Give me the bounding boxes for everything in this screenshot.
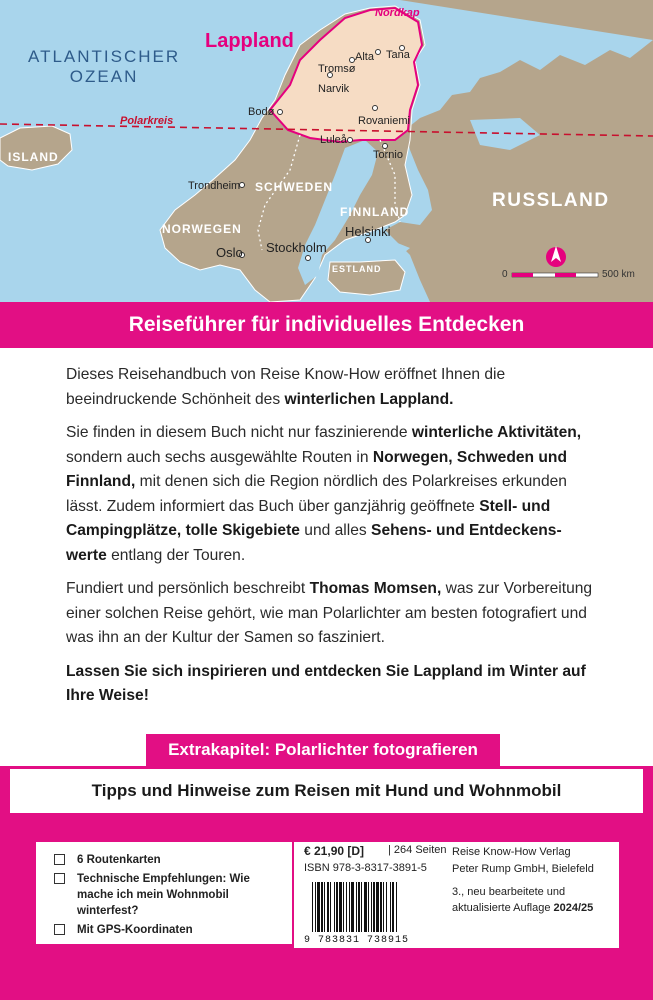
p3-text-a: Fundiert und persönlich beschreibt — [66, 580, 310, 597]
edition-text: 3., neu bearbeitete und aktualisierte Auflage — [452, 886, 566, 914]
city-narvik: Narvik — [318, 83, 350, 95]
country-estland: ESTLAND — [332, 264, 382, 274]
edition-year: 2024/25 — [553, 902, 594, 914]
p2-text-a: Sie finden in diesem Buch nicht nur faszinierende — [66, 424, 412, 441]
paragraph-1 — [66, 363, 596, 412]
publisher-name: Reise Know-How Verlag — [452, 846, 571, 858]
p2-text-i: entlang der Touren. — [106, 546, 246, 564]
country-finnland: FINNLAND — [340, 205, 410, 219]
city-oslo: Oslo — [216, 245, 243, 260]
city-tornio: Tornio — [373, 149, 403, 161]
country-island: ISLAND — [8, 150, 59, 164]
p2-bold-f: Stell- und Campingplätze, tolle Skigebiete — [66, 497, 551, 539]
p2-bold-h: Sehens- und Entdeckenswerte — [66, 522, 562, 564]
checkbox-icon — [54, 854, 65, 865]
map — [0, 0, 653, 302]
publisher — [452, 844, 617, 877]
barcode-bars — [304, 882, 448, 934]
isbn: ISBN 978-3-8317-3891-5 — [304, 862, 427, 874]
polarkreis-label: Polarkreis — [120, 115, 174, 127]
p4-bold: Lassen Sie sich inspirieren und entdecken Sie Lappland im Winter auf Ihre Weise! — [66, 662, 586, 704]
page-count: | 264 Seiten — [388, 844, 447, 856]
city-alta: Alta — [355, 51, 374, 63]
checkbox-icon — [54, 924, 65, 935]
ocean-label-line2: OZEAN — [69, 67, 139, 86]
price: € 21,90 [D] — [304, 844, 365, 858]
city-trondheim: Trondheim — [188, 180, 241, 192]
p2-text-g: und alles — [299, 522, 372, 539]
paragraph-2 — [66, 421, 596, 568]
city-lulea: Luleå — [320, 134, 347, 146]
scale-zero: 0 — [502, 269, 508, 280]
city-tromso: Tromsø — [318, 63, 356, 75]
feature-item — [54, 871, 280, 919]
city-tana: Tana — [386, 49, 410, 61]
edition-info — [452, 884, 617, 916]
extra-chapter-banner: Extrakapitel: Polarlichter fotografieren — [146, 734, 500, 766]
barcode — [304, 882, 448, 946]
city-rovaniemi: Rovaniemi — [358, 115, 410, 127]
tagline-banner: Reiseführer für individuelles Entdecken — [0, 302, 653, 348]
feature-label: Technische Empfehlungen: Wie mache ich mein Wohnmobil winterfest? — [77, 873, 250, 917]
tipps-banner: Tipps und Hinweise zum Reisen mit Hund und Wohnmobil — [10, 769, 643, 813]
p2-bold-b: winterliche Aktivitäten, — [411, 424, 582, 441]
p2-text-e: mit denen sich die Region nördlich des Polarkreises erkunden lässt. Zudem informiert das Buch über ganzjährig geöffnete — [66, 473, 567, 515]
p2-text-c: sondern auch sechs ausgewählte Routen in — [66, 448, 373, 466]
description-text — [66, 363, 596, 718]
checkbox-icon — [54, 873, 65, 884]
p2-bold-d: Norwegen, Schweden und Finnland, — [66, 448, 567, 490]
book-info — [294, 842, 619, 948]
p1-bold: winterlichen Lappland. — [284, 390, 454, 408]
p3-text-c: was zur Vorbereitung einer solchen Reise gehört, wie man Polarlichter am besten fotografiert und was ihn an der Kultur der Samen so fasziniert. — [66, 580, 593, 646]
barcode-number: 9 783831 738915 — [304, 935, 410, 946]
paragraph-3 — [66, 577, 596, 651]
map-graphic — [0, 0, 653, 302]
ocean-label — [28, 47, 180, 87]
feature-label: 6 Routenkarten — [77, 854, 161, 866]
ocean-label-line1: ATLANTISCHER — [28, 47, 181, 66]
country-norwegen: NORWEGEN — [162, 222, 242, 236]
nordkap-label: Nordkap — [375, 7, 420, 19]
p1-text: Dieses Reisehandbuch von Reise Know-How eröffnet Ihnen die beeindruckende Schönheit des — [66, 366, 506, 408]
city-stockholm: Stockholm — [266, 240, 327, 255]
publisher-address: Peter Rump GmbH, Bielefeld — [452, 862, 594, 875]
city-helsinki: Helsinki — [345, 224, 391, 239]
feature-label: Mit GPS-Koordinaten — [77, 924, 193, 936]
country-russland: RUSSLAND — [492, 190, 610, 211]
feature-list — [36, 842, 292, 944]
p3-bold-b: Thomas Momsen, — [309, 580, 442, 597]
scale-max: 500 km — [602, 269, 635, 280]
paragraph-4 — [66, 660, 596, 709]
city-bodo: Bodø — [248, 106, 275, 118]
feature-item — [54, 922, 280, 938]
country-schweden: SCHWEDEN — [255, 180, 334, 194]
region-label-lappland: Lappland — [205, 30, 294, 52]
feature-item — [54, 852, 280, 868]
